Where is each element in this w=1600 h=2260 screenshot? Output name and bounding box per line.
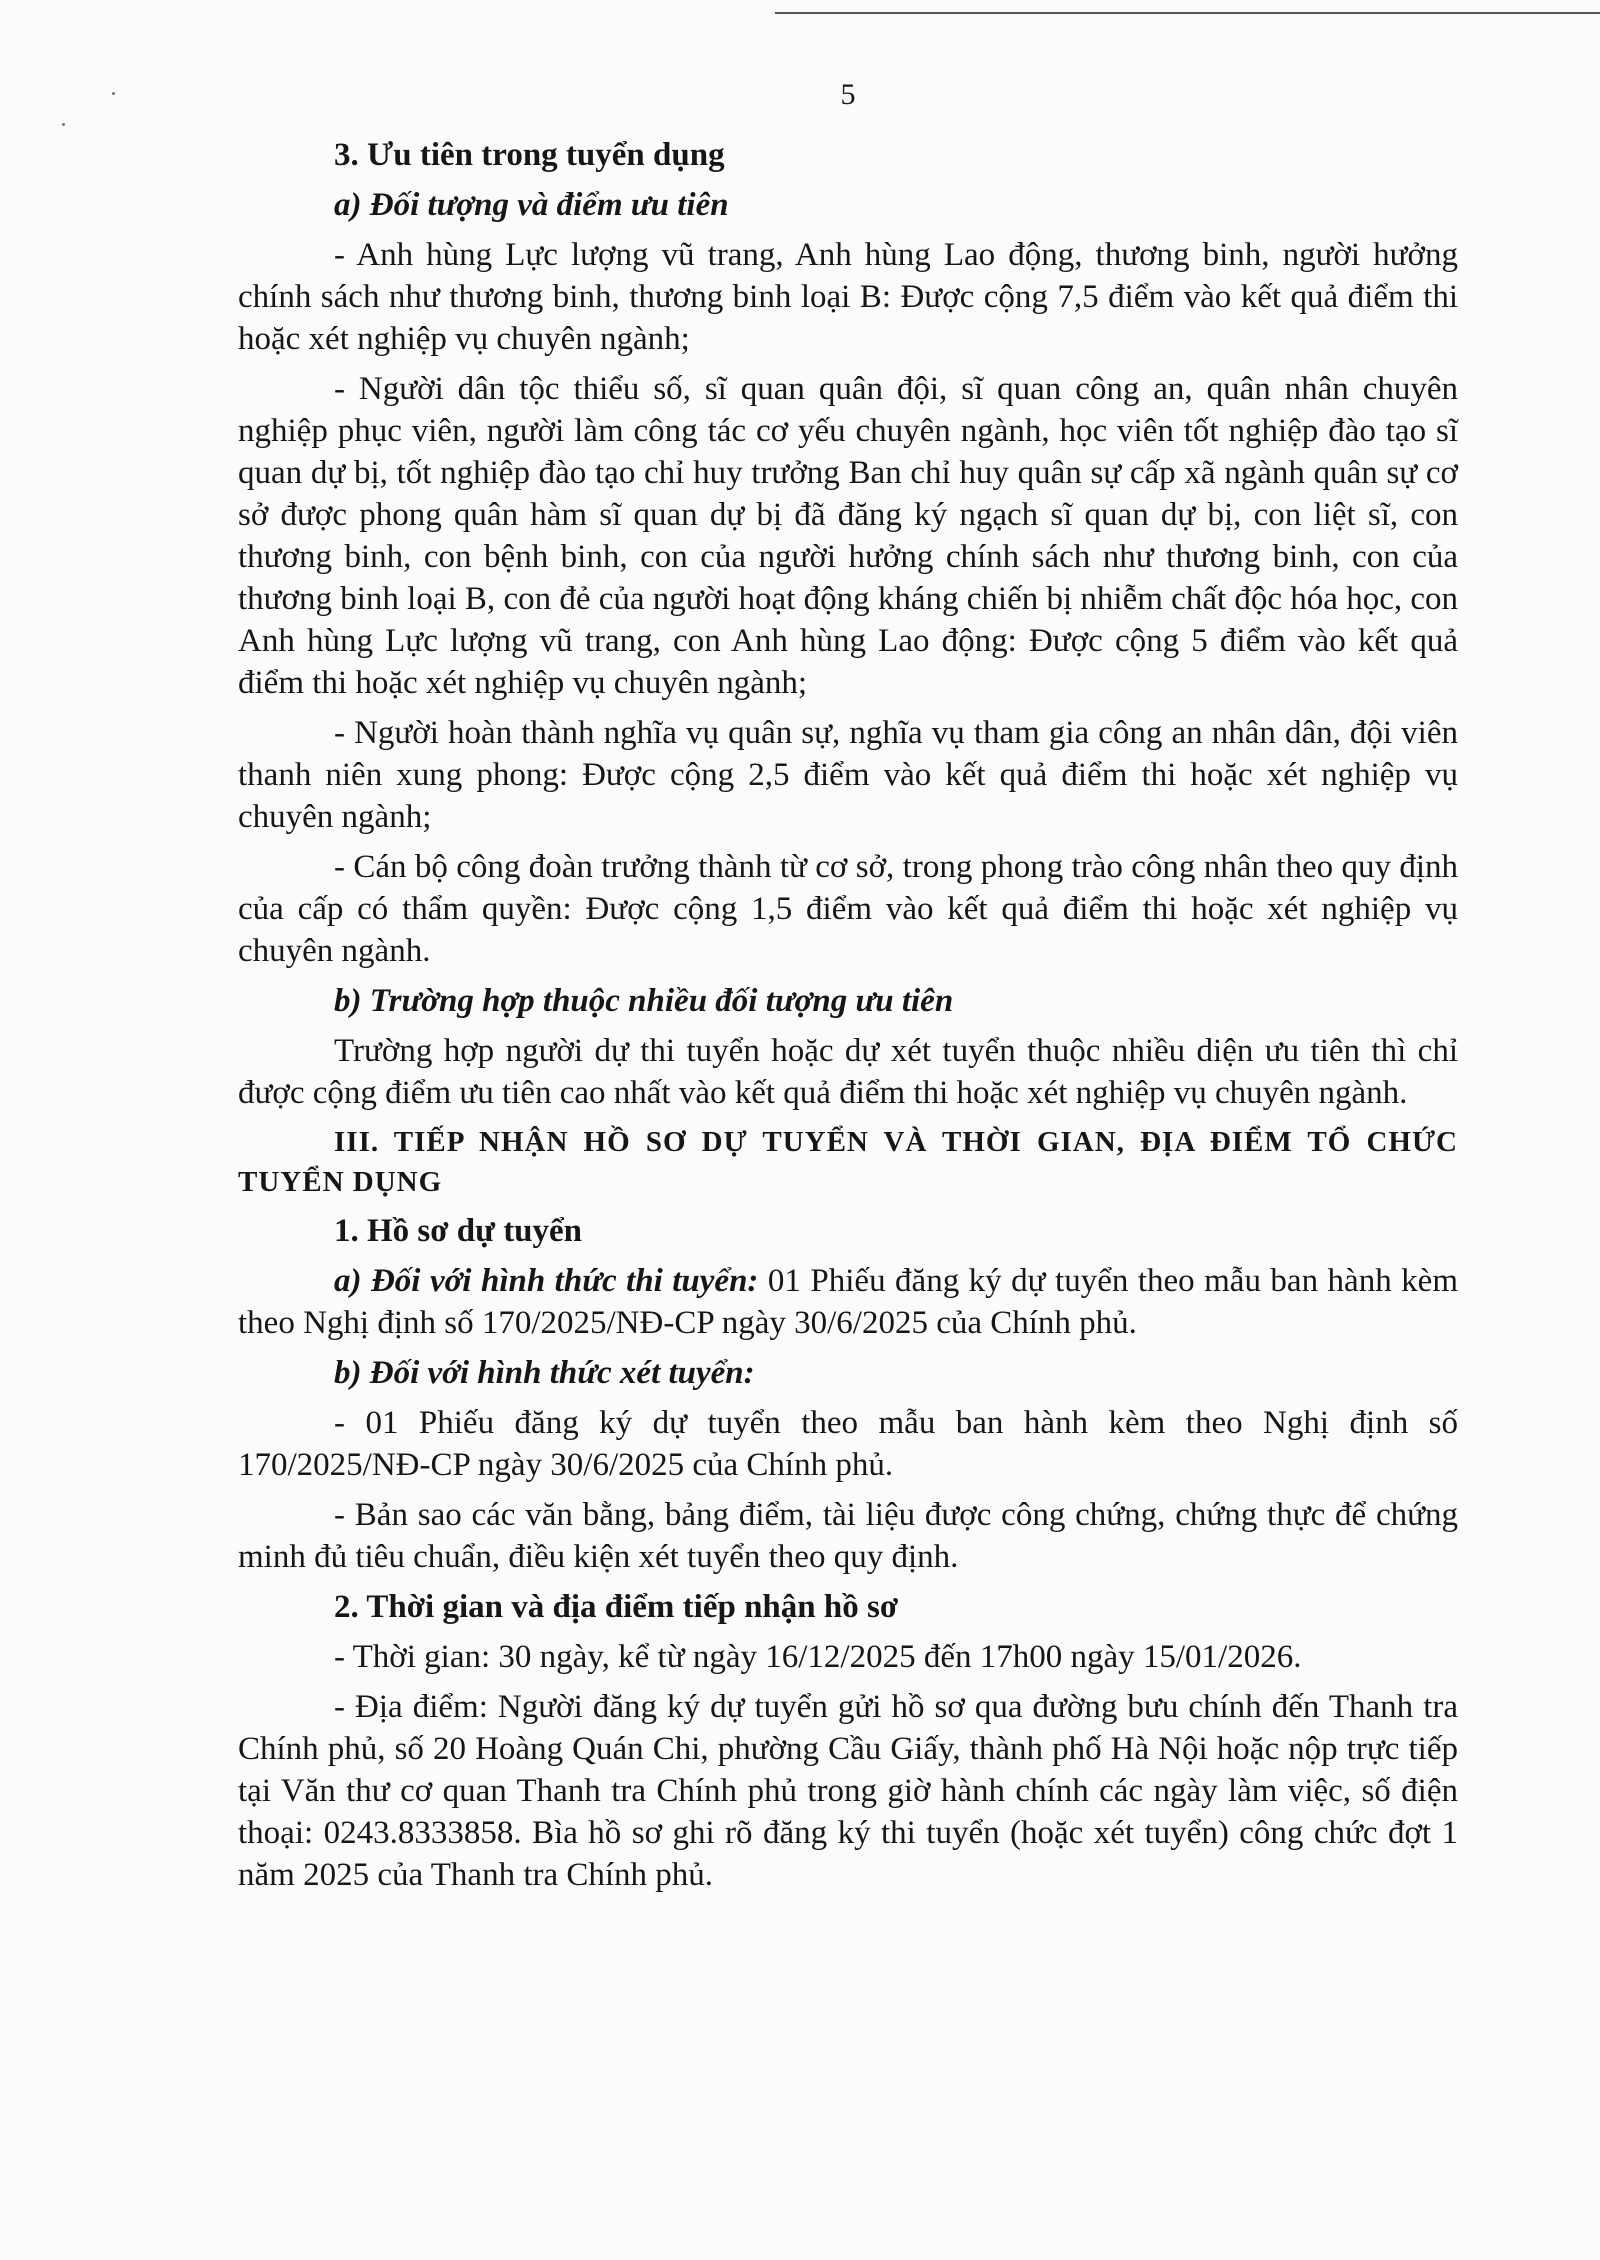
priority-item: - Người hoàn thành nghĩa vụ quân sự, nghĩa vụ tham gia công an nhân dân, đội viên thanh niên xung phong: Được cộng 2,5 điểm vào kết quả điểm thi hoặc xét nghiệp vụ chuyên ngành;	[238, 715, 1458, 835]
section-iii-title: III. TIẾP NHẬN HỒ SƠ DỰ TUYỂN VÀ THỜI GIAN, ĐỊA ĐIỂM TỔ CHỨC TUYỂN DỤNG	[238, 1126, 1458, 1198]
section-3b-title: b) Trường hợp thuộc nhiều đối tượng ưu tiên	[334, 983, 954, 1019]
part-1b-item: - 01 Phiếu đăng ký dự tuyển theo mẫu ban hành kèm theo Nghị định số 170/2025/NĐ-CP ngày 30/6/2025 của Chính phủ.	[238, 1405, 1458, 1483]
document-page	[238, 74, 1458, 1904]
section-3a-title: a) Đối tượng và điểm ưu tiên	[334, 187, 729, 223]
part-2-place: - Địa điểm: Người đăng ký dự tuyển gửi hồ sơ qua đường bưu chính đến Thanh tra Chính phủ, số 20 Hoàng Quán Chi, phường Cầu Giấy, thành phố Hà Nội hoặc nộp trực tiếp tại Văn thư cơ quan Thanh tra Chính phủ trong giờ hành chính các ngày làm việc, số điện thoại: 0243.8333858. Bìa hồ sơ ghi rõ đăng ký thi tuyển (hoặc xét tuyển) công chức đợt 1 năm 2025 của Thanh tra Chính phủ.	[238, 1689, 1458, 1893]
scan-speck	[112, 92, 115, 95]
priority-item: - Cán bộ công đoàn trưởng thành từ cơ sở, trong phong trào công nhân theo quy định của cấp có thẩm quyền: Được cộng 1,5 điểm vào kết quả điểm thi hoặc xét nghiệp vụ chuyên ngành.	[238, 849, 1458, 969]
part-1a-text: 01 Phiếu đăng ký dự tuyển theo mẫu ban hành kèm theo Nghị định số 170/2025/NĐ-CP ngày 30/6/2025 của Chính phủ.	[238, 1263, 1459, 1341]
scan-edge-line	[775, 12, 1600, 14]
priority-item: - Anh hùng Lực lượng vũ trang, Anh hùng Lao động, thương binh, người hưởng chính sách như thương binh, thương binh loại B: Được cộng 7,5 điểm vào kết quả điểm thi hoặc xét nghiệp vụ chuyên ngành;	[238, 237, 1458, 357]
part-2-title: 2. Thời gian và địa điểm tiếp nhận hồ sơ	[334, 1589, 899, 1625]
section-3-title: 3. Ưu tiên trong tuyển dụng	[334, 137, 725, 173]
part-2-time: - Thời gian: 30 ngày, kể từ ngày 16/12/2025 đến 17h00 ngày 15/01/2026.	[334, 1639, 1302, 1675]
part-1-title: 1. Hồ sơ dự tuyển	[334, 1213, 583, 1249]
part-1a-label: a) Đối với hình thức thi tuyển:	[334, 1263, 759, 1299]
scan-speck	[62, 123, 65, 126]
part-1a-paragraph	[238, 1260, 1458, 1344]
priority-item: - Người dân tộc thiểu số, sĩ quan quân đội, sĩ quan công an, quân nhân chuyên nghiệp phục viên, người làm công tác cơ yếu chuyên ngành, học viên tốt nghiệp đào tạo sĩ quan dự bị, tốt nghiệp đào tạo chỉ huy trưởng Ban chỉ huy quân sự cấp xã ngành quân sự cơ sở được phong quân hàm sĩ quan dự bị đã đăng ký ngạch sĩ quan dự bị, con liệt sĩ, con thương binh, con bệnh binh, con của người hưởng chính sách như thương binh, con của thương binh loại B, con đẻ của người hoạt động kháng chiến bị nhiễm chất độc hóa học, con Anh hùng Lực lượng vũ trang, con Anh hùng Lao động: Được cộng 5 điểm vào kết quả điểm thi hoặc xét nghiệp vụ chuyên ngành;	[238, 371, 1458, 701]
section-3b-text: Trường hợp người dự thi tuyển hoặc dự xét tuyển thuộc nhiều diện ưu tiên thì chỉ được cộng điểm ưu tiên cao nhất vào kết quả điểm thi hoặc xét nghiệp vụ chuyên ngành.	[238, 1033, 1458, 1111]
part-1b-item: - Bản sao các văn bằng, bảng điểm, tài liệu được công chứng, chứng thực để chứng minh đủ tiêu chuẩn, điều kiện xét tuyển theo quy định.	[238, 1497, 1458, 1575]
part-1b-title: b) Đối với hình thức xét tuyển:	[334, 1355, 755, 1391]
page-number: 5	[840, 78, 856, 111]
